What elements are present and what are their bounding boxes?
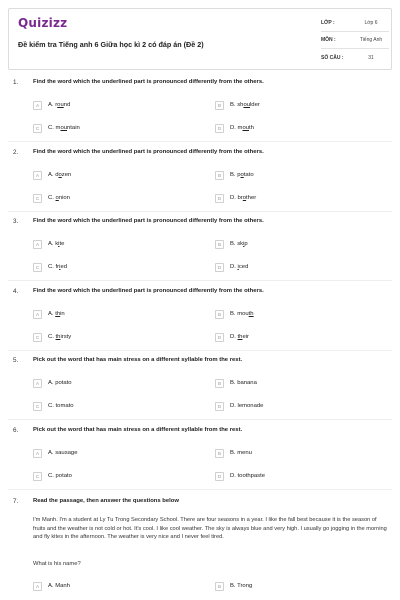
answer-option-a[interactable] — [33, 309, 65, 319]
option-text-part: C. fr — [48, 264, 60, 270]
answer-option-d[interactable] — [215, 471, 265, 481]
option-text-part: tato — [243, 172, 254, 178]
answer-option-c[interactable] — [33, 401, 74, 411]
underlined-letters: th — [55, 334, 61, 340]
option-text — [230, 334, 249, 340]
underlined-letters: ou — [243, 102, 250, 108]
option-text — [48, 195, 70, 201]
answer-option-b[interactable] — [215, 100, 260, 110]
question-divider — [8, 350, 392, 351]
answer-option-a[interactable] — [33, 170, 71, 180]
option-text-part: C. m — [48, 125, 61, 131]
answer-option-c[interactable] — [33, 193, 70, 203]
option-text — [230, 380, 257, 386]
question-number: 5. — [13, 357, 19, 364]
meta-label: SỐ CÂU : — [321, 54, 344, 61]
option-letter-box[interactable]: A — [33, 171, 42, 180]
option-letter-box[interactable]: C — [33, 124, 42, 133]
underlined-letters: o — [58, 172, 62, 178]
answer-option-d[interactable] — [215, 401, 263, 411]
option-text-part: A. r — [48, 102, 58, 108]
underlined-letters: o — [242, 195, 247, 201]
option-text-part: C. tomato — [48, 403, 74, 409]
option-letter-box[interactable]: C — [33, 194, 42, 203]
underlined-letters: o — [240, 172, 244, 178]
option-text — [48, 473, 72, 479]
answer-option-c[interactable] — [33, 471, 72, 481]
option-text — [48, 264, 67, 270]
meta-value: Lớp 6 — [364, 20, 378, 26]
underlined-letters: o — [55, 195, 59, 201]
meta-label: LỚP : — [321, 20, 335, 26]
option-text-part: C. potato — [48, 473, 72, 479]
question-text: Find the word which the underlined part is pronounced differently from the others. — [33, 79, 264, 85]
document-meta — [321, 15, 389, 66]
question-text: Pick out the word that has main stress on a different syllable from the rest. — [33, 357, 243, 363]
option-text-part: D. toothpaste — [230, 473, 266, 479]
answer-option-d[interactable] — [215, 123, 254, 133]
option-text-part: th — [249, 125, 254, 131]
answer-option-b[interactable] — [215, 448, 252, 458]
option-text-part: nd — [63, 102, 71, 108]
option-text — [48, 380, 72, 386]
option-text-part: C. — [48, 334, 56, 340]
answer-option-c[interactable] — [33, 123, 80, 133]
option-text-part: D. — [230, 264, 238, 270]
option-letter-box[interactable]: C — [33, 263, 42, 272]
option-text — [230, 403, 263, 409]
answer-option-a[interactable] — [33, 378, 72, 388]
option-text-part: irsty — [60, 334, 72, 340]
option-text-part: nion — [58, 195, 70, 201]
question-number: 6. — [13, 427, 19, 434]
option-letter-box[interactable]: A — [33, 379, 42, 388]
option-letter-box[interactable]: B — [215, 171, 224, 180]
option-letter-box[interactable]: B — [215, 240, 224, 249]
question-text: Find the word which the underlined part is pronounced differently from the others. — [33, 218, 264, 224]
option-text-part: eir — [242, 334, 249, 340]
option-text-part: B. sh — [230, 102, 244, 108]
option-text — [230, 241, 248, 247]
answer-option-b[interactable] — [215, 170, 254, 180]
option-text-part: D. lemonade — [230, 403, 264, 409]
option-text-part: ntain — [67, 125, 80, 131]
meta-row-subject — [321, 32, 389, 49]
underlined-letters: i — [59, 264, 61, 270]
option-text — [48, 125, 80, 131]
option-letter-box[interactable]: A — [33, 101, 42, 110]
option-text-part: C. — [48, 195, 56, 201]
question-divider — [8, 489, 392, 490]
option-text — [48, 334, 71, 340]
option-letter-box[interactable]: A — [33, 449, 42, 458]
question-text: Find the word which the underlined part is pronounced differently from the others. — [33, 149, 264, 155]
underlined-letters: i — [237, 264, 239, 270]
option-letter-box[interactable]: D — [215, 402, 224, 411]
option-letter-box[interactable]: B — [215, 449, 224, 458]
option-letter-box[interactable]: D — [215, 263, 224, 272]
option-letter-box[interactable]: A — [33, 310, 42, 319]
option-letter-box[interactable]: B — [215, 310, 224, 319]
option-text-part: A. d — [48, 172, 59, 178]
question-number: 1. — [13, 79, 19, 86]
underlined-letters: ou — [242, 125, 249, 131]
option-text — [230, 583, 252, 589]
option-text-part: ced — [238, 264, 249, 270]
option-text-part: D. m — [230, 125, 243, 131]
question-text: Read the passage, then answer the questions below — [33, 498, 179, 504]
question-divider — [8, 211, 392, 212]
option-text-part: B. menu — [230, 450, 252, 456]
option-text-part: B. p — [230, 172, 241, 178]
option-letter-box[interactable]: A — [33, 240, 42, 249]
document-header — [8, 8, 392, 70]
option-text — [48, 172, 71, 178]
option-text — [230, 450, 252, 456]
option-text-part: D. — [230, 334, 238, 340]
underlined-letters: th — [237, 334, 243, 340]
option-text-part: lder — [250, 102, 260, 108]
answer-option-d[interactable] — [215, 262, 248, 272]
question-divider — [8, 141, 392, 142]
meta-value: 31 — [368, 54, 374, 61]
option-text-part: ther — [246, 195, 257, 201]
option-text-part: zen — [61, 172, 72, 178]
question-number: 4. — [13, 288, 19, 295]
option-text-part: p — [244, 241, 248, 247]
answer-option-b[interactable] — [215, 239, 248, 249]
question-text: Find the word which the underlined part is pronounced differently from the others. — [33, 288, 264, 294]
meta-value: Tiếng Anh — [359, 37, 383, 43]
option-text — [230, 102, 260, 108]
answer-option-c[interactable] — [33, 332, 71, 342]
option-text-part: A. sausage — [48, 450, 78, 456]
option-text-part: A. potato — [48, 380, 72, 386]
option-letter-box[interactable]: D — [215, 333, 224, 342]
option-letter-box[interactable]: B — [215, 582, 224, 591]
option-text-part: A. Manh — [48, 583, 70, 589]
option-text — [48, 403, 74, 409]
option-letter-box[interactable]: D — [215, 472, 224, 481]
answer-option-a[interactable] — [33, 100, 70, 110]
option-text — [230, 195, 256, 201]
answer-option-b[interactable] — [215, 309, 254, 319]
option-letter-box[interactable]: A — [33, 582, 42, 591]
answer-option-d[interactable] — [215, 193, 256, 203]
option-text-part: B. banana — [230, 380, 257, 386]
question-number: 3. — [13, 218, 19, 225]
underlined-letters: i — [243, 241, 245, 247]
option-text — [230, 311, 254, 317]
meta-label: MÔN : — [321, 37, 336, 43]
option-text-part: D. br — [230, 195, 243, 201]
option-letter-box[interactable]: D — [215, 194, 224, 203]
meta-row-class — [321, 15, 389, 32]
option-letter-box[interactable]: C — [33, 333, 42, 342]
option-letter-box[interactable]: C — [33, 472, 42, 481]
option-letter-box[interactable]: D — [215, 124, 224, 133]
option-letter-box[interactable]: C — [33, 402, 42, 411]
answer-option-a[interactable] — [33, 448, 77, 458]
question-number: 7. — [13, 498, 19, 505]
option-text-part: B. sk — [230, 241, 244, 247]
document-title: Đề kiểm tra Tiếng anh 6 Giữa học kì 2 có đáp án (Đề 2) — [18, 40, 204, 49]
option-text — [230, 172, 254, 178]
quizizz-logo: Quizizz — [18, 16, 68, 30]
option-text-part: in — [60, 311, 65, 317]
answer-option-a[interactable] — [33, 581, 70, 591]
option-text — [230, 264, 248, 270]
underlined-letters: th — [55, 311, 61, 317]
answer-option-b[interactable] — [215, 581, 252, 591]
option-letter-box[interactable]: B — [215, 379, 224, 388]
question-divider — [8, 419, 392, 420]
question-divider — [8, 280, 392, 281]
answer-option-b[interactable] — [215, 378, 257, 388]
meta-row-question-count — [321, 49, 389, 66]
option-text — [48, 102, 70, 108]
option-text — [230, 473, 265, 479]
option-text-part: te — [59, 241, 65, 247]
option-letter-box[interactable]: B — [215, 101, 224, 110]
underlined-letters: i — [58, 241, 60, 247]
option-text — [48, 241, 64, 247]
option-text — [230, 125, 254, 131]
answer-option-c[interactable] — [33, 262, 67, 272]
option-text-part: ed — [60, 264, 68, 270]
option-text-part: A. k — [48, 241, 59, 247]
option-text — [48, 583, 70, 589]
question-text: Pick out the word that has main stress on a different syllable from the rest. — [33, 427, 243, 433]
option-text — [48, 450, 77, 456]
question-number: 2. — [13, 149, 19, 156]
underlined-letters: ou — [57, 102, 64, 108]
option-text — [48, 311, 65, 317]
option-text-part: B. mou — [230, 311, 249, 317]
answer-option-d[interactable] — [215, 332, 249, 342]
option-text-part: A. — [48, 311, 56, 317]
answer-option-a[interactable] — [33, 239, 64, 249]
sub-question: What is his name? — [33, 561, 81, 567]
underlined-letters: th — [248, 311, 254, 317]
option-text-part: B. Trong — [230, 583, 253, 589]
underlined-letters: ou — [60, 125, 67, 131]
reading-passage: I'm Manh. I'm a student at Ly Tu Trong Secondary School. There are four seasons in a year. I like the fall best because it is the season of fruits and the weather is not cold or hot. It's cool. I like cool weather. The sky is always blue and very high. I usually go jogging in the morning and fly kites in the afternoon. The weather is very nice and I never feel tired. — [33, 517, 387, 541]
